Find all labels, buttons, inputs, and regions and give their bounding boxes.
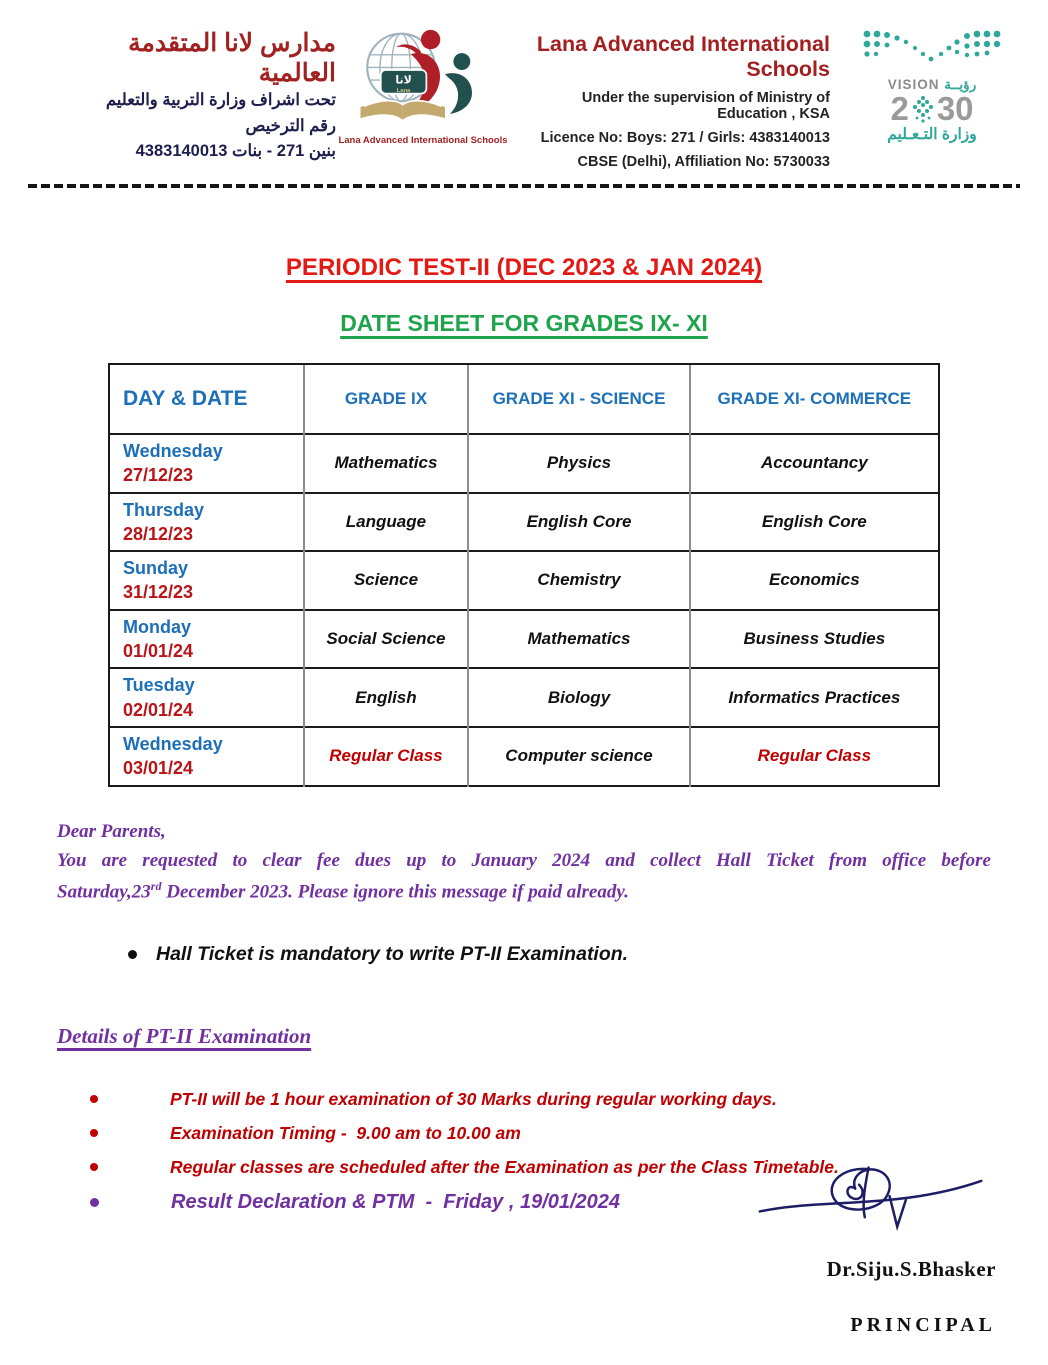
supervision-line: Under the supervision of Ministry of Education , KSA [581,90,830,122]
arabic-school-name: مدارس لانا المتقدمة العالمية [128,29,336,87]
bullet-icon [90,1198,99,1207]
saudi-emblem-icon [910,94,936,124]
document-title: PERIODIC TEST-II (DEC 2023 & JAN 2024) [285,254,763,281]
grade-xi-commerce-subject: Business Studies [690,610,939,669]
date-label: 31/12/23 [123,582,194,603]
hall-ticket-text: Hall Ticket is mandatory to write PT-II Examination. [156,942,629,965]
note-line-2-post: December 2023. Please ignore this message if paid already. [161,880,629,902]
grade-xi-commerce-subject: Economics [690,551,939,610]
grade-xi-science-subject: Biology [468,668,689,727]
year-prefix: 2 [890,90,909,127]
vision-2030-dots-icon [857,28,1007,70]
vision-2030-logo [836,24,1018,144]
table-row [109,668,939,727]
arabic-supervision-line: تحت اشراف وزارة التربية والتعليم [105,91,336,109]
licence-line: Licence No: Boys: 271 / Girls: 4383140013 [540,130,830,146]
svg-text:لانا: لانا [395,73,412,87]
school-logo [338,24,508,146]
table-row [109,434,939,493]
table-row [109,610,939,669]
ordinal-suffix: rd [150,878,162,893]
affiliation-line: CBSE (Delhi), Affiliation No: 5730033 [577,154,830,170]
grade-xi-commerce-subject: Accountancy [690,434,939,493]
principal-name: Dr.Siju.S.Bhasker [826,1257,996,1281]
salutation: Dear Parents, [57,820,166,842]
date-sheet-table [108,363,940,787]
day-label: Sunday [123,558,189,579]
grade-xi-science-subject: Chemistry [468,551,689,610]
date-label: 02/01/24 [123,699,194,720]
bullet-icon [128,950,137,959]
grade-xi-commerce-subject: English Core [690,493,939,552]
date-label: 01/01/24 [123,641,194,662]
table-row [109,727,939,786]
note-line-2-pre: Saturday,23 [57,880,151,902]
note-line-1: You are requested to clear fee dues up to January 2024 and collect Hall Ticket from office before [57,849,991,871]
grade-xi-science-subject: English Core [468,493,689,552]
list-item [90,1123,1048,1144]
school-logo-icon [347,24,499,132]
col-header-day-date: DAY & DATE [109,364,304,434]
grade-xi-commerce-subject: Informatics Practices [690,668,939,727]
principal-title: PRINCIPAL [850,1314,996,1336]
year-suffix: 30 [936,90,974,127]
arabic-licence-label: رقم الترخيص [245,116,336,135]
ministry-of-education-label: وزارة التـعـليم [887,126,977,144]
principal-signature-icon [753,1158,988,1242]
bullet-icon [90,1163,98,1171]
vision-ar-text: رؤيــة [944,77,977,92]
parents-note [57,821,991,903]
school-name: Lana Advanced International Schools [536,32,830,81]
signature-block [666,1158,996,1337]
day-label: Thursday [123,499,205,520]
date-label: 28/12/23 [123,523,194,544]
day-label: Tuesday [123,675,195,696]
table-row [109,551,939,610]
dashed-divider [28,184,1020,188]
col-header-grade-ix: GRADE IX [304,364,469,434]
grade-ix-subject: Social Science [304,610,469,669]
grade-xi-science-subject: Computer science [468,727,689,786]
arabic-licence-numbers: بنين 271 - بنات 4383140013 [135,142,336,161]
grade-ix-subject: Language [304,493,469,552]
vision-en-text: VISION [887,77,940,92]
arabic-school-block [44,24,336,165]
bullet-icon [90,1095,98,1103]
details-heading: Details of PT-II Examination [57,1023,312,1048]
detail-text: Regular classes are scheduled after the Examination as per the Class Timetable. [170,1156,839,1177]
note-line-2 [57,879,991,903]
table-row [109,493,939,552]
list-item [90,1089,1048,1110]
detail-text: Examination Timing - 9.00 am to 10.00 am [170,1122,521,1143]
day-label: Wednesday [123,733,223,754]
date-label: 27/12/23 [123,465,194,486]
letterhead [0,0,1048,170]
logo-caption: Lana Advanced International Schools [338,135,508,146]
date-label: 03/01/24 [123,758,194,779]
grade-xi-science-subject: Physics [468,434,689,493]
english-school-block [510,24,836,170]
grade-xi-science-subject: Mathematics [468,610,689,669]
col-header-grade-xi-commerce: GRADE XI- COMMERCE [690,364,939,434]
grade-ix-subject: Regular Class [304,727,469,786]
day-label: Wednesday [123,441,223,461]
col-header-grade-xi-science: GRADE XI - SCIENCE [468,364,689,434]
hall-ticket-bullet [128,943,1048,966]
vision-label [846,77,1018,93]
vision-year [846,90,1018,127]
detail-text: PT-II will be 1 hour examination of 30 Marks during regular working days. [170,1088,777,1109]
grade-xi-commerce-subject: Regular Class [690,727,939,786]
document-subtitle: DATE SHEET FOR GRADES IX- XI [340,310,708,336]
detail-text: Result Declaration & PTM - Friday , 19/01/2024 [171,1190,621,1213]
table-header-row [109,364,939,434]
svg-text:Lana: Lana [396,87,411,94]
grade-ix-subject: Science [304,551,469,610]
bullet-icon [90,1129,98,1137]
grade-ix-subject: English [304,668,469,727]
day-label: Monday [123,616,192,637]
grade-ix-subject: Mathematics [304,434,469,493]
